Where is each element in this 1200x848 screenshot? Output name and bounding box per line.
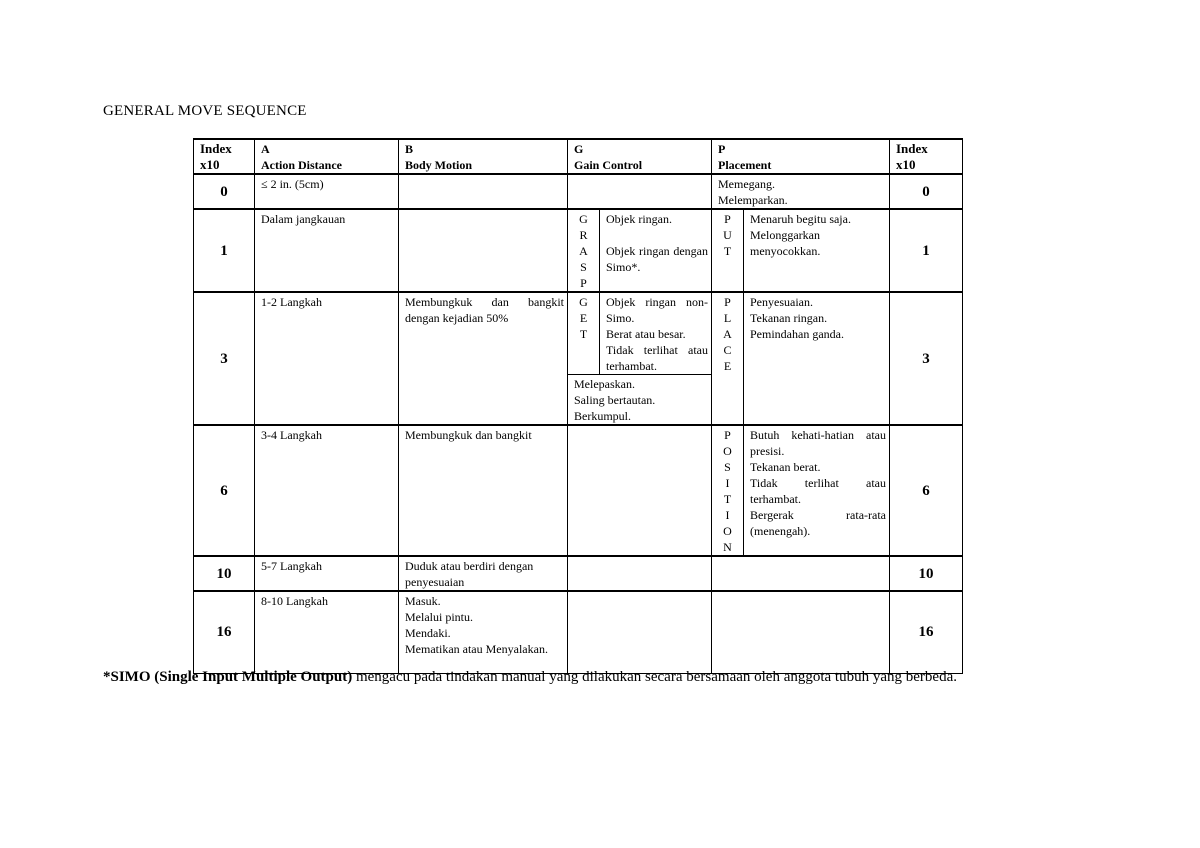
put-label: P U T <box>712 209 744 292</box>
index-cell: 16 <box>890 591 963 673</box>
action-distance-cell: 8-10 Langkah <box>255 591 399 673</box>
body-motion-cell <box>399 209 568 292</box>
footnote <box>103 669 957 686</box>
index-cell: 1 <box>194 209 255 292</box>
gain-control-cell <box>568 174 712 209</box>
body-motion-cell: Duduk atau berdiri dengan penyesuaian <box>399 556 568 591</box>
action-distance-cell: ≤ 2 in. (5cm) <box>255 174 399 209</box>
placement-cell: Memegang. Melemparkan. <box>712 174 890 209</box>
table-row <box>194 556 963 591</box>
header-action-distance: A Action Distance <box>255 139 399 174</box>
grasp-items: Objek ringan. Objek ringan dengan Simo*. <box>600 209 712 292</box>
index-cell: 3 <box>194 292 255 425</box>
table-row <box>194 174 963 209</box>
position-label: P O S I T I O N <box>712 425 744 556</box>
placement-cell <box>712 591 890 673</box>
release-items: Melepaskan. Saling bertautan. Berkumpul. <box>568 375 712 426</box>
table-row <box>194 591 963 673</box>
put-items: Menaruh begitu saja. Melonggarkan menyocokkan. <box>744 209 890 292</box>
index-cell: 10 <box>890 556 963 591</box>
action-distance-cell: 1-2 Langkah <box>255 292 399 425</box>
index-cell: 0 <box>890 174 963 209</box>
placement-cell <box>712 556 890 591</box>
body-motion-cell: Masuk. Melalui pintu. Mendaki. Mematikan atau Menyalakan. <box>399 591 568 673</box>
header-body-motion: B Body Motion <box>399 139 568 174</box>
index-cell: 10 <box>194 556 255 591</box>
table-row <box>194 292 963 375</box>
page-title: GENERAL MOVE SEQUENCE <box>103 103 307 119</box>
header-row <box>194 139 963 174</box>
action-distance-cell: 5-7 Langkah <box>255 556 399 591</box>
grasp-label: G R A S P <box>568 209 600 292</box>
footnote-text: mengacu pada tindakan manual yang dilakukan secara bersamaan oleh anggota tubuh yang berbeda. <box>352 669 957 685</box>
body-motion-cell: Membungkuk dan bangkit <box>399 425 568 556</box>
index-cell: 6 <box>890 425 963 556</box>
index-cell: 6 <box>194 425 255 556</box>
body-motion-cell <box>399 174 568 209</box>
place-items: Penyesuaian. Tekanan ringan. Pemindahan ganda. <box>744 292 890 425</box>
get-label: G E T <box>568 292 600 375</box>
table-row <box>194 425 963 556</box>
place-label: P L A C E <box>712 292 744 425</box>
header-index-right: Index x10 <box>890 139 963 174</box>
position-items: Butuh kehati-hatian atau presisi. Tekanan berat. Tidak terlihat atau terhambat. Bergerak rata-rata (menengah). <box>744 425 890 556</box>
get-items: Objek ringan non-Simo. Berat atau besar. Tidak terlihat atau terhambat. <box>600 292 712 375</box>
gain-control-cell <box>568 556 712 591</box>
header-gain-control: G Gain Control <box>568 139 712 174</box>
general-move-sequence-table <box>193 138 963 674</box>
gain-control-cell <box>568 591 712 673</box>
index-cell: 1 <box>890 209 963 292</box>
index-cell: 3 <box>890 292 963 425</box>
footnote-term: *SIMO (Single Input Multiple Output) <box>103 669 353 685</box>
action-distance-cell: 3-4 Langkah <box>255 425 399 556</box>
body-motion-cell: Membungkuk dan bangkit dengan kejadian 50% <box>399 292 568 425</box>
table-row <box>194 209 963 292</box>
header-index-left: Index x10 <box>194 139 255 174</box>
header-placement: P Placement <box>712 139 890 174</box>
action-distance-cell: Dalam jangkauan <box>255 209 399 292</box>
index-cell: 0 <box>194 174 255 209</box>
gain-control-cell <box>568 425 712 556</box>
index-cell: 16 <box>194 591 255 673</box>
